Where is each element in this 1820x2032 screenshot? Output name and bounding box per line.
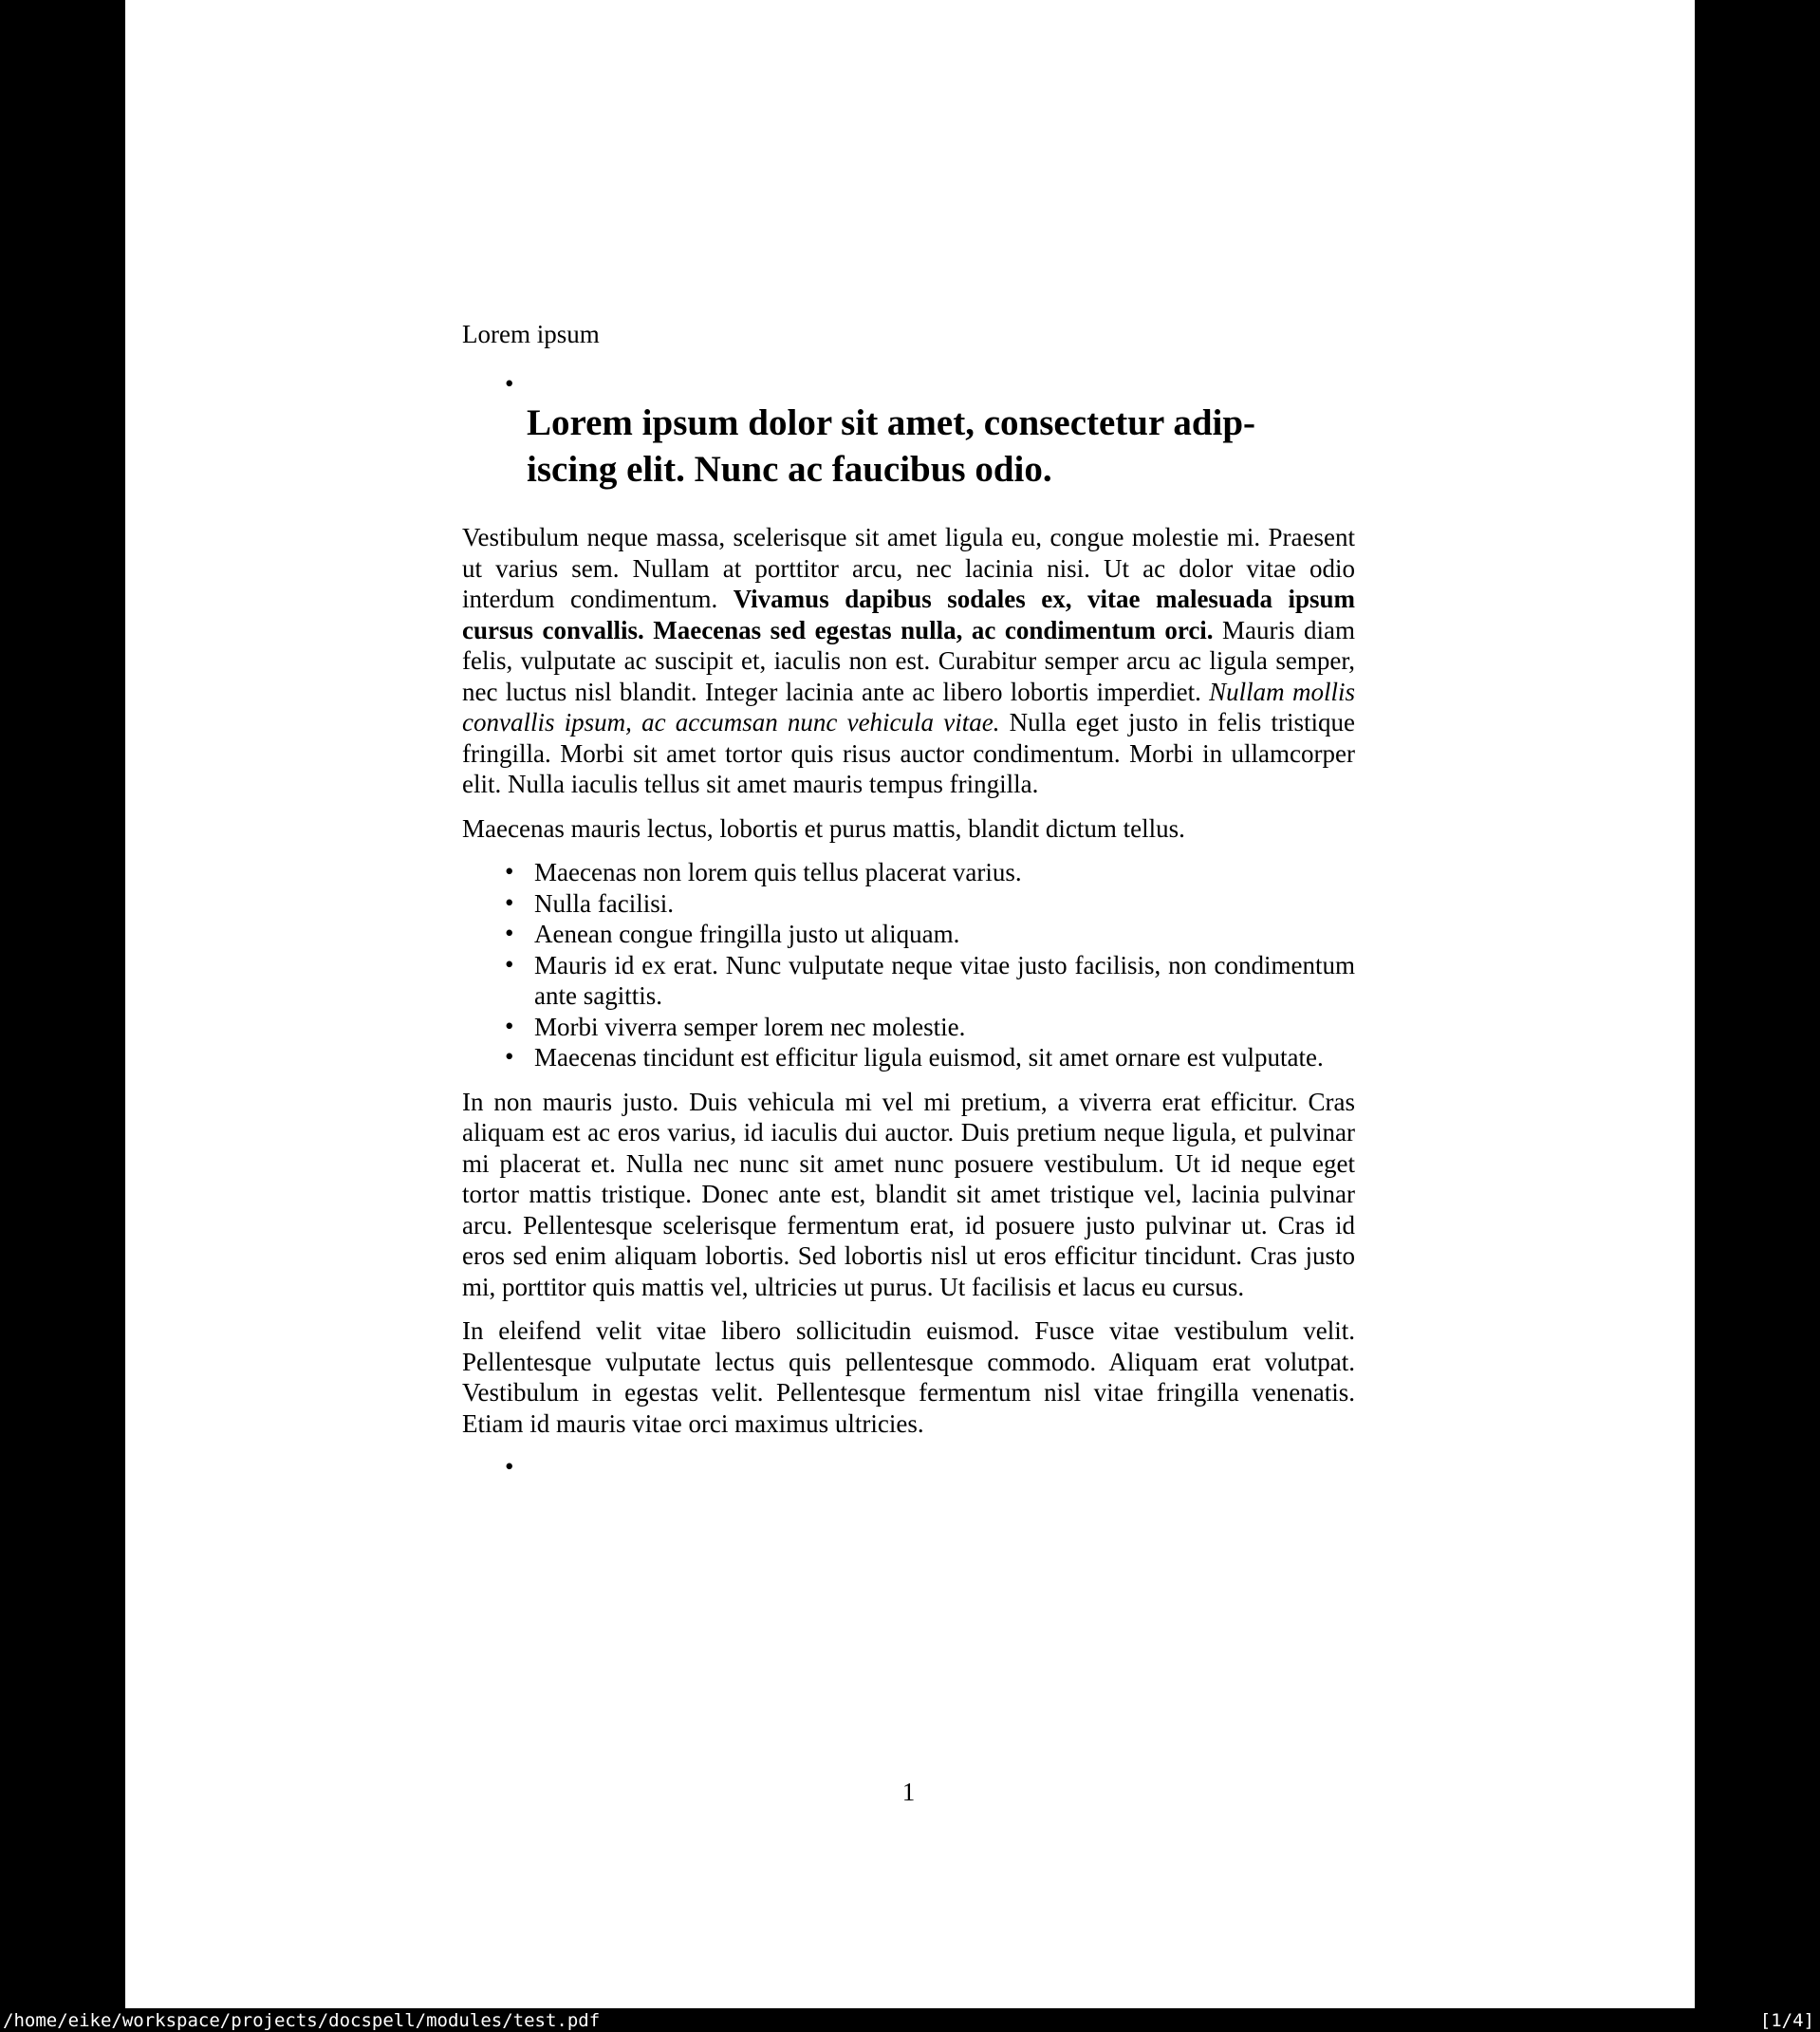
paragraph-3: In non mauris justo. Duis vehicula mi vel mi pretium, a viverra erat efficitur. Cras aliquam est ac eros varius, id iaculis dui auctor. Duis pretium neque ligula, et pulvinar mi placerat et. Nulla nec nunc sit amet nunc posuere vestibulum. Ut id neque eget tortor mattis tristique. Donec ante est, blandit sit amet tristique vel, lacinia pulvinar arcu. Pellentesque scelerisque fermentum erat, id posuere justo pulvinar ut. Cras id eros sed enim aliquam lobortis. Sed lobortis nisl ut eros efficitur tincidunt. Cras justo mi, porttitor quis mattis vel, ultricies ut purus. Ut facilisis et lacus eu cursus. [462,1087,1355,1301]
paragraph-4: In eleifend velit vitae libero sollicitudin euismod. Fusce vitae vestibulum velit. Pellentesque vulputate lectus quis pellentesque commodo. Aliquam erat volutpat. Vestibulum in egestas velit. Pellentesque fermentum nisl vitae fringilla venenatis. Etiam id mauris vitae orci maximus ultricies. [462,1316,1355,1438]
bullet-icon: • [505,919,514,947]
section-heading [527,400,1355,493]
bullet-icon: • [505,1042,514,1071]
section-heading-line1: Lorem ipsum dolor sit amet, consectetur adip- [527,402,1256,443]
file-path-label: /home/eike/workspace/projects/docspell/modules/test.pdf [3,2009,601,2031]
bullet-icon: • [505,369,514,398]
list-item [462,857,1355,888]
paragraph-1 [462,522,1355,800]
page-number: 1 [901,1778,916,1806]
bullet-icon: • [505,887,514,917]
status-bar [0,2008,1820,2032]
list-item [462,950,1355,1012]
bullet-list [462,857,1355,1073]
text-run: Nullam mollis convallis ipsum, ac accumsan nunc vehicula vitae. [462,677,1355,736]
list-item-text: Morbi viverra semper lorem nec molestie. [534,1012,966,1041]
intro-label: Lorem ipsum [462,320,600,348]
bullet-icon: • [505,1452,514,1481]
list-item-text: Aenean congue fringilla justo ut aliquam. [534,920,960,948]
page-content [462,0,1355,1481]
section-heading-line2: iscing elit. Nunc ac faucibus odio. [527,449,1052,490]
list-item [462,1042,1355,1073]
list-item [462,919,1355,950]
list-item [462,888,1355,920]
page-indicator-label: [1/4] [1759,2009,1814,2031]
text-run: Nulla eget justo in felis tristique fringilla. Morbi sit amet tortor quis risus auctor condimentum. Morbi in ullamcorper elit. Nulla iaculis tellus sit amet mauris tempus fringilla. [462,708,1355,798]
text-run: Vivamus dapibus sodales ex, vitae malesuada ipsum cursus convallis. Maecenas sed egestas nulla, ac condimentum orci. [462,585,1355,644]
paragraph-2: Maecenas mauris lectus, lobortis et purus mattis, blandit dictum tellus. [462,813,1185,843]
text-run: Vestibulum neque massa, scelerisque sit amet ligula eu, congue molestie mi. Praesent ut varius sem. Nullam at porttitor arcu, nec lacinia nisi. Ut ac dolor vitae odio interdum condimentum. [462,523,1355,613]
bullet-icon: • [505,857,514,886]
bullet-icon: • [505,949,514,979]
list-item-text: Nulla facilisi. [534,888,674,918]
list-item-text: Mauris id ex erat. Nunc vulputate neque vitae justo facilisis, non condimentum ante sagittis. [534,950,1355,1010]
list-item-text: Maecenas non lorem quis tellus placerat varius. [534,858,1022,886]
list-item [462,1012,1355,1043]
list-item-text: Maecenas tincidunt est efficitur ligula euismod, sit amet ornare est vulputate. [534,1043,1324,1072]
bullet-icon: • [505,1011,514,1040]
document-page[interactable] [125,0,1695,2008]
text-run: Mauris diam felis, vulputate ac suscipit et, iaculis non est. Curabitur semper arcu ac ligula semper, nec luctus nisl blandit. Integer lacinia ante ac libero lobortis imperdiet. [462,615,1355,706]
